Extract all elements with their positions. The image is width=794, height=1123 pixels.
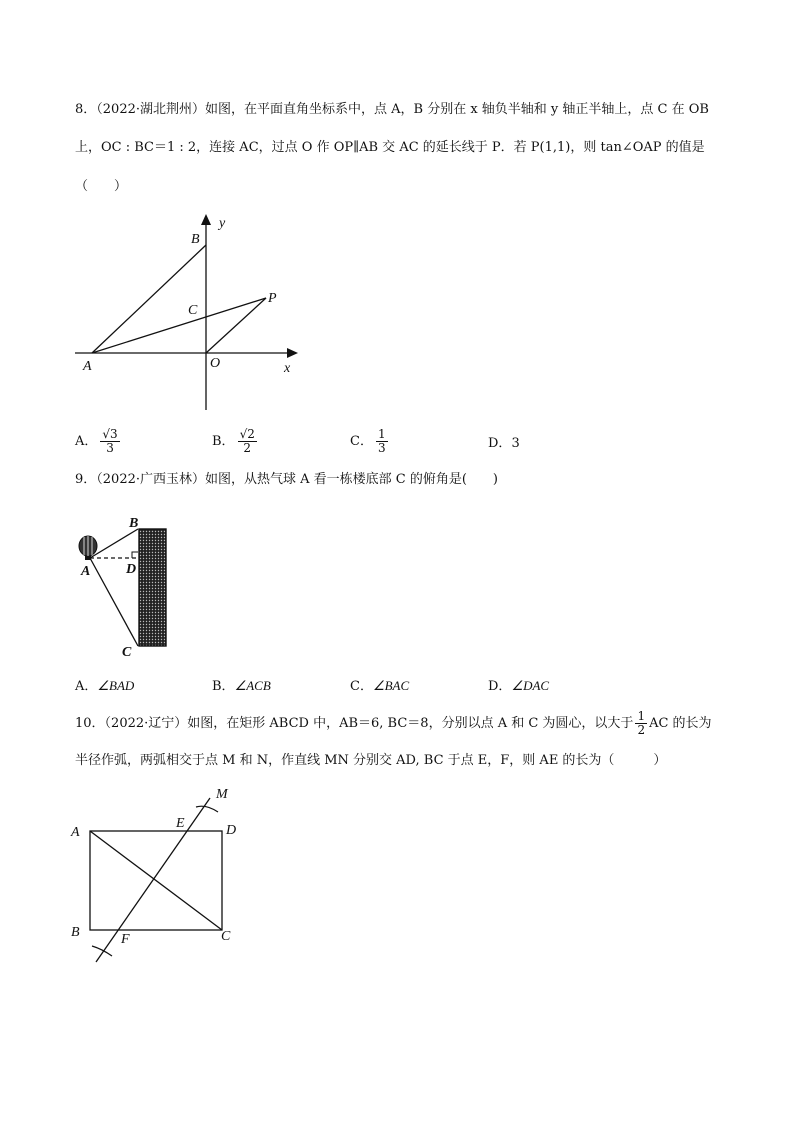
- q10-arc-mark-M: [196, 806, 218, 812]
- q10-label-F: F: [121, 932, 130, 947]
- q9-label-B: B: [129, 516, 139, 531]
- q10-label-A: A: [71, 825, 80, 840]
- q8-segment-OP: [206, 298, 266, 353]
- q8-option-c[interactable]: C． $\frac{1}{3}$: [350, 427, 386, 455]
- q10-text-line-2: 半径作弧，两弧相交于点 M 和 N，作直线 MN 分别交 AD, BC 于点 E，F，则 AE 的长为（ ）: [75, 753, 667, 768]
- q9-option-a[interactable]: A．∠BAD: [75, 678, 135, 694]
- q9-option-d[interactable]: D．∠DAC: [488, 678, 550, 694]
- q8-label-x: x: [284, 361, 291, 376]
- q10-diagonal-AC: [90, 831, 222, 930]
- q8-text-line-2: 上，OC : BC＝1 : 2，连接 AC，过点 O 作 OP∥AB 交 AC 的延长线于 P．若 P(1,1)，则 tan∠OAP 的值是: [75, 140, 705, 155]
- q8-option-d[interactable]: D．3: [488, 436, 520, 451]
- q10-label-C: C: [221, 929, 231, 944]
- q8-label-B: B: [191, 232, 200, 247]
- q8-label-C: C: [188, 303, 198, 318]
- q10-figure: [68, 780, 248, 970]
- q9-right-angle-mark: [132, 552, 138, 558]
- q8-label-y: y: [219, 216, 226, 231]
- q10-text-line-1: 10．（2022·辽宁）如图，在矩形 ABCD 中，AB＝6, BC＝8，分别以点 A 和 C 为圆心，以大于 $\frac{1}{2}$ AC 的长为: [75, 709, 712, 737]
- q8-label-P: P: [268, 291, 277, 306]
- q9-option-c[interactable]: C．∠BAC: [350, 678, 410, 694]
- q8-figure: [70, 205, 310, 415]
- q8-label-O: O: [210, 356, 221, 371]
- q8-label-A: A: [83, 359, 92, 374]
- q10-label-E: E: [176, 816, 185, 831]
- q9-label-D: D: [126, 562, 137, 577]
- q9-building: [139, 529, 166, 646]
- q8-y-axis-arrow: [201, 214, 211, 225]
- q9-option-b[interactable]: B．∠ACB: [212, 678, 271, 694]
- q10-label-B: B: [71, 925, 80, 940]
- q8-answer-blank: （ ）: [75, 179, 128, 194]
- q10-label-D: D: [226, 823, 237, 838]
- q10-label-M: M: [216, 787, 228, 802]
- q8-text-line-1: 8．（2022·湖北荆州）如图，在平面直角坐标系中，点 A，B 分别在 x 轴负半轴和 y 轴正半轴上，点 C 在 OB: [75, 102, 709, 117]
- q8-x-axis-arrow: [287, 348, 298, 358]
- q8-segment-AP: [92, 298, 266, 353]
- q9-text-line-1: 9．（2022·广西玉林）如图，从热气球 A 看一栋楼底部 C 的俯角是( ): [75, 472, 498, 487]
- q9-label-C: C: [122, 645, 132, 660]
- q9-label-A: A: [81, 564, 91, 579]
- q10-line-MN: [96, 798, 210, 962]
- q9-figure: [70, 512, 180, 660]
- q8-option-b[interactable]: B． $\frac{√2}{2}$: [212, 427, 255, 455]
- q8-option-a[interactable]: A． $\frac{√3}{3}$: [75, 427, 118, 455]
- q8-segment-AB: [92, 245, 206, 353]
